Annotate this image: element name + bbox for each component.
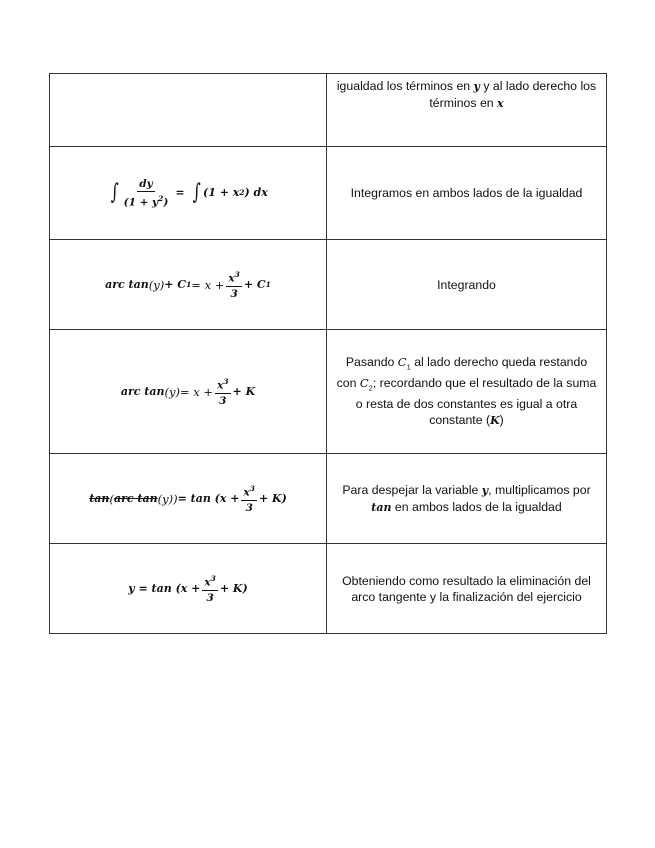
numerator-text: x <box>204 576 211 589</box>
explanation-cell <box>327 454 607 544</box>
equals-term: = tan (x + <box>177 491 240 505</box>
constant-term: + C <box>164 277 187 291</box>
explanation-cell <box>327 330 607 454</box>
fraction-denominator <box>124 192 169 209</box>
equation-lhs: y = tan (x + <box>128 581 201 595</box>
explanation-text: Integramos en ambos lados de la igualdad <box>350 186 583 200</box>
function-name: arc tan <box>120 384 165 398</box>
constant-term: + K) <box>258 491 287 505</box>
integral-equation <box>108 178 268 209</box>
cancelled-function: tan <box>89 491 110 505</box>
formula-cell-empty <box>50 74 327 147</box>
fraction <box>226 269 241 300</box>
fraction <box>124 178 169 209</box>
formula-cell <box>50 454 327 544</box>
exponent: 3 <box>210 574 216 584</box>
function-argument: (y) <box>164 384 180 399</box>
fraction-numerator <box>241 483 256 501</box>
parenthesis: ) <box>173 491 178 506</box>
exponent: 3 <box>234 270 240 280</box>
explanation-cell <box>327 544 607 634</box>
parenthesis: ( <box>109 491 114 506</box>
formula-cell <box>50 147 327 240</box>
subscript: 2 <box>368 383 373 393</box>
math-constant: K <box>490 414 500 428</box>
function-argument: (y) <box>157 491 174 506</box>
table-row <box>50 74 607 147</box>
integrated-equation <box>105 269 271 300</box>
explanation-cell <box>327 74 607 147</box>
fraction-denominator: 3 <box>219 394 227 407</box>
fraction <box>202 573 217 604</box>
fraction-denominator: 3 <box>245 501 253 514</box>
explanation-text: al lado derecho queda restando con <box>336 354 588 390</box>
denominator-text: ) <box>163 196 169 209</box>
explanation-text: ) <box>499 413 504 428</box>
explanation-text: igualdad los términos en <box>336 79 474 93</box>
fraction-numerator: dy <box>139 177 153 190</box>
fraction-numerator <box>226 269 241 287</box>
function-argument: (y) <box>148 277 165 292</box>
constant-term: + K <box>232 384 256 398</box>
math-function: tan <box>371 500 392 514</box>
cancelled-function: arc tan <box>113 491 158 505</box>
explanation-cell <box>327 240 607 330</box>
numerator-text: x <box>217 379 224 392</box>
explanation-text: Pasando <box>345 354 398 369</box>
table-row <box>50 147 607 240</box>
tangent-equation <box>89 483 287 514</box>
fraction-numerator <box>215 376 230 394</box>
numerator-text: x <box>243 486 250 499</box>
table-row <box>50 454 607 544</box>
numerator-text: x <box>228 272 235 285</box>
subscript: 1 <box>406 362 411 371</box>
math-variable: x <box>497 97 504 110</box>
fraction <box>241 483 256 514</box>
integrand: (1 + x <box>203 186 240 199</box>
integrand: ) dx <box>244 186 268 199</box>
exponent: 2 <box>239 188 245 197</box>
integral-sign: ∫ <box>110 180 119 205</box>
denominator-text: (1 + y <box>123 196 159 209</box>
table-row <box>50 240 607 330</box>
function-name: arc tan <box>105 277 149 291</box>
explanation-text: Obteniendo como resultado la eliminación del arco tangente y la finalización del ejercicio <box>342 573 591 604</box>
explanation-text: ; recordando que el resultado de la suma o resta de dos constantes es igual a otra constante ( <box>355 376 597 428</box>
formula-cell <box>50 544 327 634</box>
exponent: 3 <box>223 377 229 387</box>
explanation-text: Para despejar la variable <box>342 482 482 497</box>
equals-term: = x + <box>191 277 225 292</box>
subscript: 1 <box>265 279 271 289</box>
explanation-cell <box>327 147 607 240</box>
solution-steps-table <box>49 73 607 634</box>
subscript: 1 <box>186 279 192 289</box>
exponent: 3 <box>249 484 255 494</box>
explanation-text: y al lado derecho los términos en <box>429 79 597 110</box>
integral-sign: ∫ <box>192 180 201 205</box>
final-equation <box>128 573 247 604</box>
constant-term: + C <box>243 277 266 291</box>
math-variable: y <box>481 483 489 497</box>
fraction-denominator: 3 <box>230 287 238 300</box>
table-row <box>50 544 607 634</box>
equals-sign: = <box>175 186 185 199</box>
math-constant: C <box>397 354 407 369</box>
fraction-denominator: 3 <box>206 591 214 604</box>
simplified-equation <box>121 376 255 407</box>
table-row <box>50 330 607 454</box>
exponent: 2 <box>158 193 164 203</box>
formula-cell <box>50 240 327 330</box>
fraction-numerator <box>202 573 217 591</box>
constant-term: + K) <box>219 581 248 595</box>
formula-cell <box>50 330 327 454</box>
explanation-text: Integrando <box>437 277 496 292</box>
math-constant: C <box>359 376 369 390</box>
explanation-text: , multiplicamos por <box>488 482 591 497</box>
math-variable: y <box>473 80 480 93</box>
fraction <box>215 376 230 407</box>
explanation-text: en ambos lados de la igualdad <box>391 499 562 514</box>
equals-term: = x + <box>179 384 214 399</box>
